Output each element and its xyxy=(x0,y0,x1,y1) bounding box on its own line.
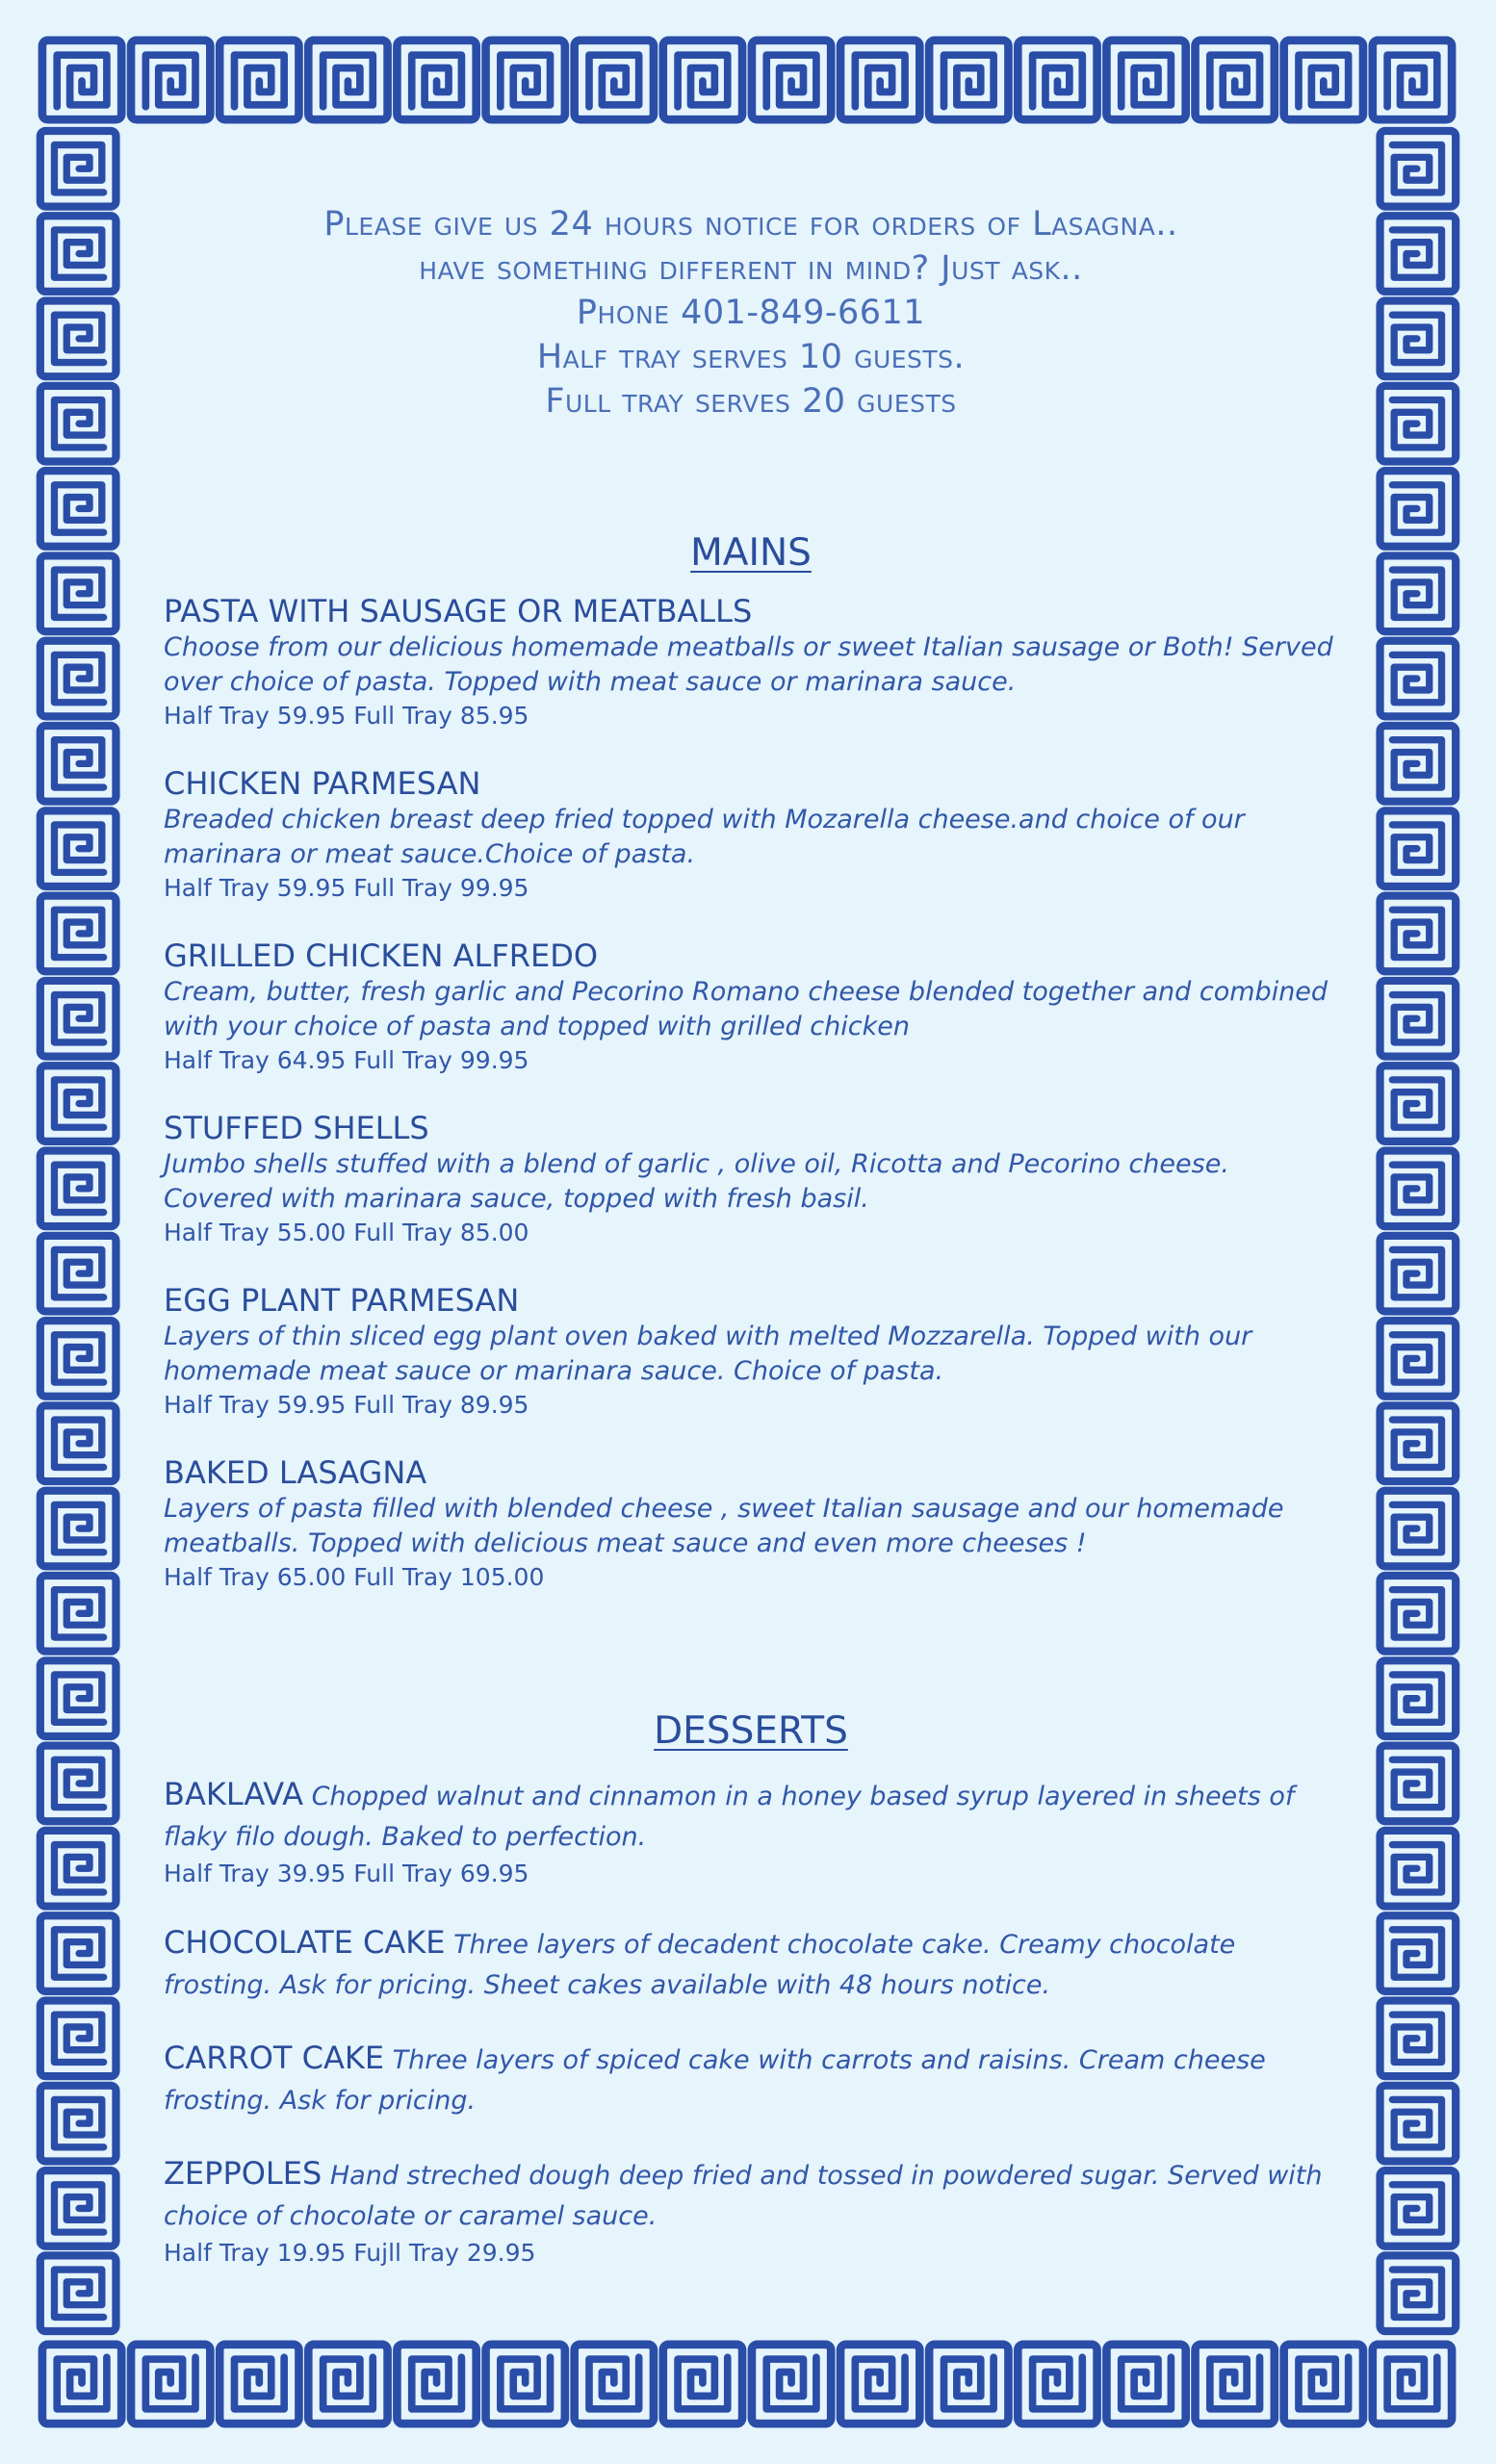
greek-key-tile xyxy=(1380,1831,1457,1907)
greek-key-tile xyxy=(1380,471,1457,547)
greek-key-tile xyxy=(40,1151,116,1227)
dessert-name: BAKLAVA xyxy=(164,1776,303,1812)
item-description: Layers of pasta filled with blended cheese , sweet Italian sausage and our homemade meatballs. Topped with delicious meat sauce and even more cheeses ! xyxy=(164,1494,1284,1558)
item-price: Half Tray 55.00 Full Tray 85.00 xyxy=(164,1219,529,1246)
greek-key-tile xyxy=(40,301,116,377)
greek-key-tile xyxy=(1284,2345,1363,2424)
item-price: Half Tray 65.00 Full Tray 105.00 xyxy=(164,1563,545,1591)
dessert-description: Three layers of decadent chocolate cake. Creamy chocolate frosting. Ask for pricing. Sheet cakes available with 48 hours notice. xyxy=(164,1930,1236,2000)
greek-key-tile xyxy=(1380,1151,1457,1227)
greek-key-tile xyxy=(40,216,116,292)
greek-key-tile xyxy=(40,1746,116,1822)
greek-key-tile xyxy=(663,40,742,119)
greek-key-tile xyxy=(929,2345,1008,2424)
greek-key-tile xyxy=(840,2345,919,2424)
greek-key-tile xyxy=(1380,726,1457,802)
greek-key-tile xyxy=(308,40,387,119)
greek-key-tile xyxy=(1380,981,1457,1057)
notice-line-2: have something different in mind? Just ask.. xyxy=(419,249,1083,288)
dessert-item xyxy=(164,1922,1338,2006)
greek-key-tile xyxy=(575,2345,654,2424)
greek-key-tile xyxy=(1196,2345,1275,2424)
dessert-name: ZEPPOLES xyxy=(164,2155,322,2192)
dessert-item xyxy=(164,2038,1338,2121)
greek-key-tile xyxy=(40,1915,116,1991)
greek-key-tile xyxy=(219,2345,298,2424)
greek-key-tile xyxy=(40,1405,116,1481)
greek-key-tile xyxy=(1380,2001,1457,2077)
desserts-heading: DESSERTS xyxy=(654,1709,848,1753)
greek-key-tile xyxy=(1380,301,1457,377)
greek-key-tile xyxy=(40,726,116,802)
greek-key-tile xyxy=(1380,1576,1457,1652)
greek-key-tile xyxy=(42,40,121,119)
greek-key-tile xyxy=(40,641,116,717)
greek-key-tile xyxy=(40,1576,116,1652)
greek-key-tile xyxy=(42,2345,121,2424)
greek-key-tile xyxy=(40,1660,116,1736)
greek-key-tile xyxy=(1373,2345,1452,2424)
mains-heading: MAINS xyxy=(690,531,812,575)
greek-key-tile xyxy=(40,2170,116,2246)
greek-key-tile xyxy=(1380,555,1457,631)
greek-key-tile xyxy=(40,555,116,631)
dessert-name: CARROT CAKE xyxy=(164,2040,385,2076)
dessert-description: Chopped walnut and cinnamon in a honey based syrup layered in sheets of flaky filo dough. Baked to perfection. xyxy=(164,1782,1295,1852)
greek-key-tile xyxy=(131,40,210,119)
menu-item xyxy=(164,1453,1338,1594)
greek-key-tile xyxy=(752,40,831,119)
item-price: Half Tray 64.95 Full Tray 99.95 xyxy=(164,1046,529,1074)
item-name: STUFFED SHELLS xyxy=(164,1110,429,1146)
item-description: Jumbo shells stuffed with a blend of garlic , olive oil, Ricotta and Pecorino cheese. Covered with marinara sauce, topped with fresh basil. xyxy=(164,1149,1229,1214)
notice-line-4: Half tray serves 10 guests. xyxy=(536,338,966,376)
greek-key-tile xyxy=(397,2345,476,2424)
desserts-list xyxy=(164,1774,1338,2270)
dessert-price: Half Tray 19.95 Fujll Tray 29.95 xyxy=(164,2239,536,2267)
greek-key-tile xyxy=(219,40,298,119)
greek-key-tile xyxy=(929,40,1008,119)
greek-key-tile xyxy=(40,1321,116,1397)
greek-key-tile xyxy=(1380,810,1457,886)
greek-key-tile xyxy=(1106,40,1185,119)
greek-key-tile xyxy=(40,810,116,886)
greek-key-tile xyxy=(486,40,565,119)
greek-key-tile xyxy=(1380,2255,1457,2331)
greek-key-tile xyxy=(663,2345,742,2424)
dessert-description: Hand streched dough deep fried and tossed in powdered sugar. Served with choice of chocolate or caramel sauce. xyxy=(164,2161,1323,2231)
greek-key-tile xyxy=(1373,40,1452,119)
greek-key-tile xyxy=(40,2086,116,2162)
greek-key-tile xyxy=(40,1491,116,1567)
item-description: Choose from our delicious homemade meatballs or sweet Italian sausage or Both! Served over choice of pasta. Topped with meat sauce or marinara sauce. xyxy=(164,632,1333,697)
greek-key-tile xyxy=(752,2345,831,2424)
greek-key-tile xyxy=(40,2255,116,2331)
dessert-price: Half Tray 39.95 Full Tray 69.95 xyxy=(164,1860,529,1887)
item-name: PASTA WITH SAUSAGE OR MEATBALLS xyxy=(164,593,753,629)
greek-key-tile xyxy=(40,981,116,1057)
greek-key-tile xyxy=(1284,40,1363,119)
mains-list xyxy=(164,592,1338,1594)
dessert-item xyxy=(164,1774,1338,1890)
greek-key-tile xyxy=(1380,1660,1457,1736)
greek-key-tile xyxy=(1380,1236,1457,1312)
menu-item xyxy=(164,1281,1338,1422)
greek-key-tile xyxy=(1018,2345,1096,2424)
item-name: GRILLED CHICKEN ALFREDO xyxy=(164,937,599,974)
menu-item xyxy=(164,592,1338,732)
greek-key-tile xyxy=(397,40,476,119)
greek-key-tile xyxy=(1380,2170,1457,2246)
item-name: BAKED LASAGNA xyxy=(164,1454,427,1491)
item-description: Breaded chicken breast deep fried topped with Mozarella cheese.and choice of our marinara or meat sauce.Choice of pasta. xyxy=(164,805,1245,869)
greek-key-tile xyxy=(40,131,116,207)
greek-key-tile xyxy=(308,2345,387,2424)
greek-key-tile xyxy=(40,386,116,462)
greek-key-tile xyxy=(40,471,116,547)
greek-key-tile xyxy=(40,1236,116,1312)
item-price: Half Tray 59.95 Full Tray 89.95 xyxy=(164,1391,529,1419)
greek-key-tile xyxy=(1380,1321,1457,1397)
greek-key-tile xyxy=(40,1831,116,1907)
menu-item xyxy=(164,764,1338,905)
greek-key-tile xyxy=(486,2345,565,2424)
greek-key-tile xyxy=(1380,1491,1457,1567)
greek-key-tile xyxy=(40,1065,116,1142)
item-price: Half Tray 59.95 Full Tray 85.95 xyxy=(164,702,529,730)
greek-key-tile xyxy=(1380,641,1457,717)
menu-item xyxy=(164,937,1338,1077)
greek-key-tile xyxy=(840,40,919,119)
greek-key-tile xyxy=(1380,1065,1457,1142)
greek-key-tile xyxy=(40,896,116,972)
notice-line-5: Full tray serves 20 guests xyxy=(545,382,957,421)
greek-key-tile xyxy=(1106,2345,1185,2424)
greek-key-tile xyxy=(40,2001,116,2077)
notice-line-1: Please give us 24 hours notice for orders of Lasagna.. xyxy=(323,205,1178,244)
greek-key-tile xyxy=(1380,131,1457,207)
dessert-item xyxy=(164,2153,1338,2270)
greek-key-tile xyxy=(1380,386,1457,462)
greek-key-tile xyxy=(131,2345,210,2424)
notice-line-3: Phone 401-849-6611 xyxy=(576,294,926,332)
greek-key-tile xyxy=(1018,40,1096,119)
dessert-description: Three layers of spiced cake with carrots and raisins. Cream cheese frosting. Ask for pricing. xyxy=(164,2045,1266,2116)
greek-key-tile xyxy=(1380,216,1457,292)
greek-key-tile xyxy=(1380,896,1457,972)
greek-key-tile xyxy=(1380,1746,1457,1822)
item-name: EGG PLANT PARMESAN xyxy=(164,1282,520,1319)
item-price: Half Tray 59.95 Full Tray 99.95 xyxy=(164,874,529,902)
item-name: CHICKEN PARMESAN xyxy=(164,765,481,802)
greek-key-tile xyxy=(1196,40,1275,119)
menu-item xyxy=(164,1109,1338,1249)
greek-key-tile xyxy=(575,40,654,119)
item-description: Cream, butter, fresh garlic and Pecorino Romano cheese blended together and combined with your choice of pasta and topped with grilled chicken xyxy=(164,977,1328,1041)
dessert-name: CHOCOLATE CAKE xyxy=(164,1924,446,1961)
menu-content xyxy=(164,202,1338,2301)
greek-key-tile xyxy=(1380,1915,1457,1991)
ordering-notice xyxy=(164,202,1338,424)
greek-key-tile xyxy=(1380,1405,1457,1481)
item-description: Layers of thin sliced egg plant oven baked with melted Mozzarella. Topped with our homemade meat sauce or marinara sauce. Choice of pasta. xyxy=(164,1322,1252,1386)
greek-key-tile xyxy=(1380,2086,1457,2162)
